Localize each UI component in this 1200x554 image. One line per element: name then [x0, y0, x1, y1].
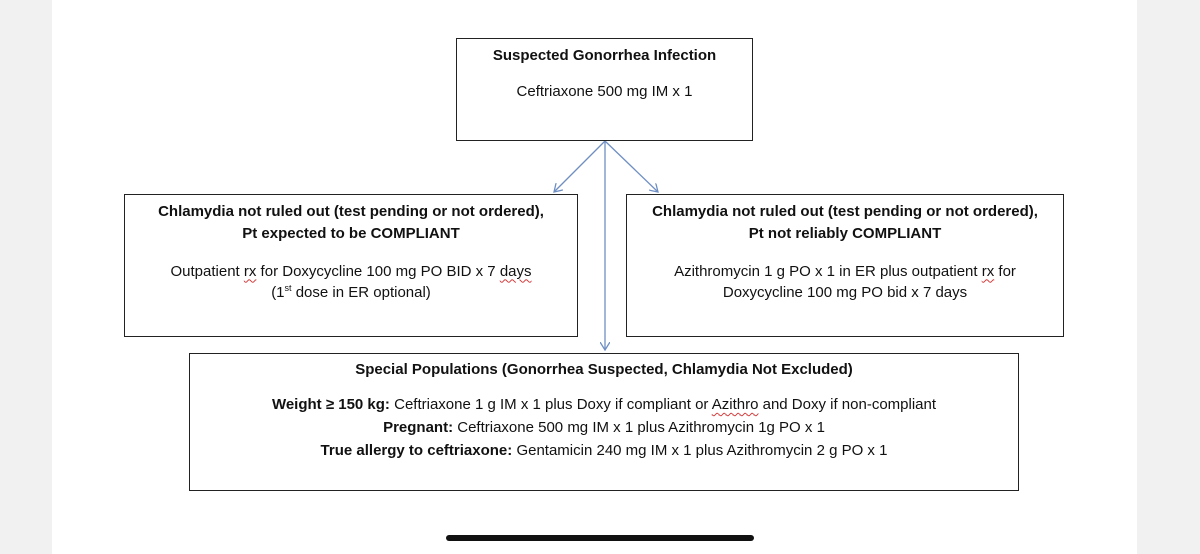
box-title-line-1: Chlamydia not ruled out (test pending or not ordered), — [652, 203, 1038, 220]
special-populations-box — [189, 353, 1019, 491]
body-line-2: (1st dose in ER optional) — [271, 283, 431, 302]
non-compliant-patient-box — [626, 194, 1064, 337]
compliant-patient-box — [124, 194, 578, 337]
box-title-line-2: Pt not reliably COMPLIANT — [748, 224, 942, 242]
body-line-1: Azithromycin 1 g PO x 1 in ER plus outpatient rx for — [674, 262, 1016, 280]
box-title-line-1: Chlamydia not ruled out (test pending or not ordered), — [158, 203, 544, 220]
weight-line: Weight ≥ 150 kg: Ceftriaxone 1 g IM x 1 plus Doxy if compliant or Azithro and Doxy if non-compliant — [271, 395, 937, 413]
spellcheck-word: rx — [243, 262, 257, 280]
spellcheck-word: Azithro — [711, 395, 759, 413]
spellcheck-word: rx — [981, 262, 995, 280]
body-line-1: Outpatient rx for Doxycycline 100 mg PO BID x 7 days — [170, 262, 532, 280]
box-body: Ceftriaxone 500 mg IM x 1 — [516, 82, 693, 100]
box-body — [125, 261, 577, 305]
spellcheck-word: days — [499, 262, 532, 280]
allergy-line: True allergy to ceftriaxone: Gentamicin 240 mg IM x 1 plus Azithromycin 2 g PO x 1 — [320, 442, 888, 460]
box-body — [627, 261, 1063, 305]
body-line-2: Doxycycline 100 mg PO bid x 7 days — [722, 284, 968, 302]
box-title: Suspected Gonorrhea Infection — [492, 47, 717, 64]
home-indicator[interactable] — [446, 535, 754, 541]
box-title: Special Populations (Gonorrhea Suspected, Chlamydia Not Excluded) — [355, 361, 853, 378]
box-title-line-2: Pt expected to be COMPLIANT — [242, 224, 460, 242]
suspected-gonorrhea-box — [456, 38, 753, 141]
pregnant-line: Pregnant: Ceftriaxone 500 mg IM x 1 plus Azithromycin 1g PO x 1 — [383, 419, 825, 436]
